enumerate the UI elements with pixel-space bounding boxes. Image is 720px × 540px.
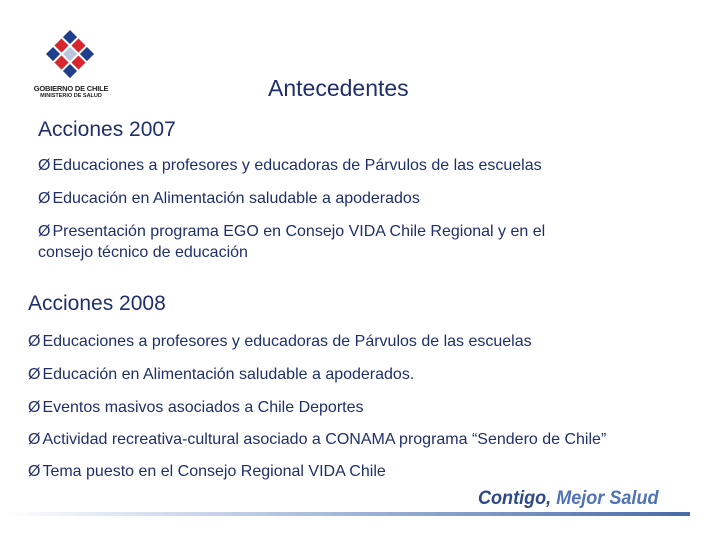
bullet-text-continuation: consejo técnico de educación: [38, 244, 248, 261]
slogan-part1: Contigo,: [478, 488, 552, 509]
section-heading-2007: Acciones 2007: [38, 118, 176, 141]
bullet-arrow-icon: Ø: [38, 157, 51, 174]
bullet-text: Eventos masivos asociados a Chile Deportes: [42, 399, 364, 416]
logo-mosaic-icon: [30, 26, 112, 82]
bullet-text: Presentación programa EGO en Consejo VIDA Chile Regional y en el: [52, 223, 546, 240]
logo-text-gobierno: GOBIERNO DE CHILE: [33, 84, 109, 93]
bullet-item-2008-2: [28, 364, 414, 385]
bullet-item-2008-4: [28, 429, 606, 450]
logo-text-ministerio: MINISTERIO DE SALUD: [40, 93, 102, 99]
bullet-item-2008-1: [28, 331, 532, 352]
bullet-item-2008-3: [28, 397, 364, 418]
bullet-arrow-icon: Ø: [28, 431, 41, 448]
footer-slogan: [478, 488, 659, 510]
section-heading-2008: Acciones 2008: [28, 292, 166, 315]
bullet-item-2007-1: [38, 155, 542, 176]
bullet-text: Educaciones a profesores y educadoras de Párvulos de las escuelas: [52, 157, 542, 174]
gobierno-de-chile-logo: [30, 26, 112, 102]
bullet-arrow-icon: Ø: [28, 463, 41, 480]
bullet-arrow-icon: Ø: [28, 366, 41, 383]
slogan-part2: Mejor Salud: [556, 488, 659, 509]
bullet-text: Educaciones a profesores y educadoras de Párvulos de las escuelas: [42, 333, 532, 350]
bullet-arrow-icon: Ø: [38, 223, 51, 240]
bullet-item-2007-2: [38, 188, 420, 209]
bullet-arrow-icon: Ø: [38, 190, 51, 207]
bullet-text: Educación en Alimentación saludable a apoderados: [52, 190, 420, 207]
bullet-arrow-icon: Ø: [28, 333, 41, 350]
bullet-text: Tema puesto en el Consejo Regional VIDA Chile: [42, 463, 386, 480]
slide-title: Antecedentes: [268, 75, 409, 101]
footer-divider: [0, 512, 690, 516]
bullet-text: Educación en Alimentación saludable a apoderados.: [42, 366, 415, 383]
bullet-text: Actividad recreativa-cultural asociado a CONAMA programa “Sendero de Chile”: [42, 431, 607, 448]
bullet-arrow-icon: Ø: [28, 399, 41, 416]
bullet-item-2007-3: [38, 221, 545, 263]
bullet-item-2008-5: [28, 461, 386, 482]
